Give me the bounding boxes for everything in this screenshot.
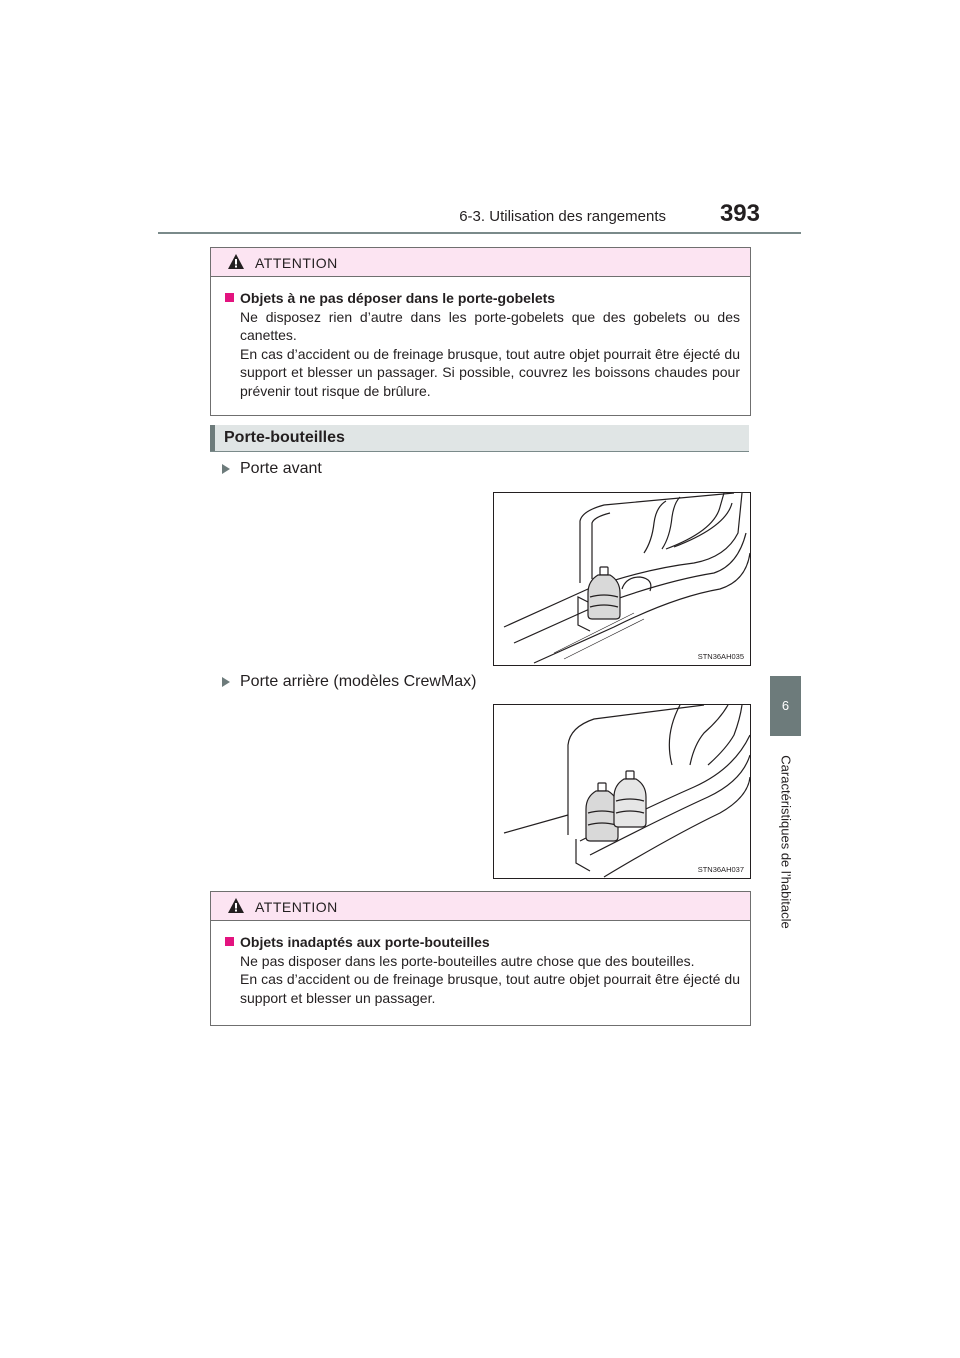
chapter-label: Caractéristiques de l’habitacle bbox=[778, 755, 794, 929]
warning-icon bbox=[227, 897, 245, 914]
caution-title: ATTENTION bbox=[255, 255, 338, 271]
chapter-number: 6 bbox=[781, 698, 790, 713]
figure-front-door bbox=[493, 492, 751, 666]
caution-header bbox=[211, 892, 750, 921]
page-header bbox=[210, 196, 800, 236]
caution-line: En cas d’accident ou de freinage brusque, tout autre objet pourrait être éjecté du support et blesser un passager. bbox=[240, 971, 740, 1006]
square-bullet-icon bbox=[225, 937, 234, 946]
bullet-item-rear-door bbox=[222, 673, 477, 691]
section-heading-text: Porte-bouteilles bbox=[224, 429, 345, 446]
rear-door-bottle-holder-illustration bbox=[494, 705, 750, 878]
section-heading-bar bbox=[210, 425, 215, 451]
bullet-item-front-door bbox=[222, 460, 322, 478]
front-door-bottle-holder-illustration bbox=[494, 493, 750, 665]
caution-subheading bbox=[225, 289, 740, 308]
caution-line: Ne pas disposer dans les porte-bouteilles autre chose que des bouteilles. bbox=[240, 952, 695, 969]
figure-rear-door bbox=[493, 704, 751, 879]
bullet-label: Porte avant bbox=[240, 460, 322, 477]
caution-box-cupholders bbox=[210, 247, 751, 416]
caution-subheading bbox=[225, 933, 740, 952]
arrow-bullet-icon bbox=[222, 677, 230, 687]
arrow-bullet-icon bbox=[222, 464, 230, 474]
chapter-tab bbox=[770, 676, 801, 736]
caution-box-bottle-holders bbox=[210, 891, 751, 1026]
section-title: 6-3. Utilisation des rangements bbox=[459, 208, 666, 225]
square-bullet-icon bbox=[225, 293, 234, 302]
figure-code: STN36AH035 bbox=[697, 652, 744, 661]
caution-subheading-text: Objets à ne pas déposer dans le porte-gobelets bbox=[240, 290, 556, 306]
page-number: 393 bbox=[719, 200, 760, 227]
caution-body bbox=[211, 277, 750, 412]
figure-code: STN36AH037 bbox=[697, 865, 744, 874]
caution-line: Ne disposez rien d’autre dans les porte-gobelets que des gobelets ou des canettes. bbox=[240, 308, 740, 343]
warning-icon bbox=[227, 253, 245, 270]
caution-subheading-text: Objets inadaptés aux porte-bouteilles bbox=[240, 934, 490, 950]
caution-body bbox=[211, 921, 750, 1019]
header-rule bbox=[158, 232, 801, 234]
caution-title: ATTENTION bbox=[255, 899, 338, 915]
caution-line: En cas d’accident ou de freinage brusque, tout autre objet pourrait être éjecté du support et blesser un passager. Si possible, couvrez les boissons chaudes pour prévenir tout risque de brûlure. bbox=[240, 345, 740, 399]
bullet-label: Porte arrière (modèles CrewMax) bbox=[240, 673, 477, 690]
section-heading bbox=[210, 425, 749, 452]
caution-header bbox=[211, 248, 750, 277]
chapter-label-wrap bbox=[772, 742, 800, 942]
